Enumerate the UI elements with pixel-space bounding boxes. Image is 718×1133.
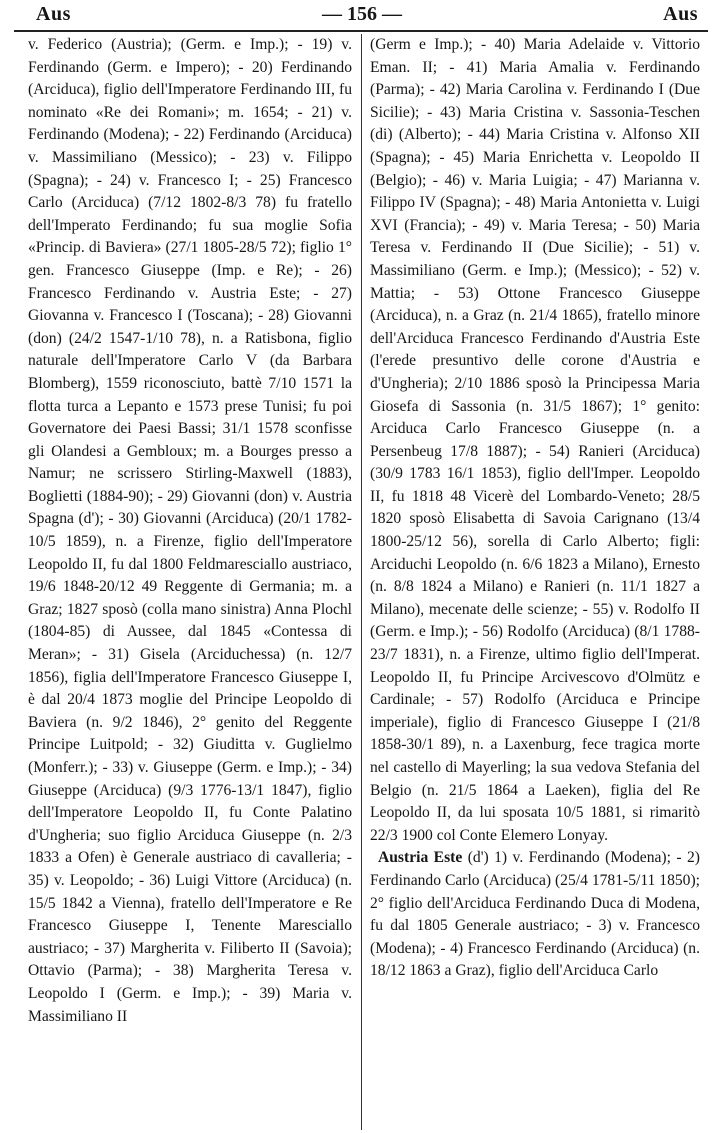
entry-text: (d') 1) v. Ferdinando (Modena); - 2) Ferdinando Carlo (Arciduca) (25/4 1781-5/11 1850); 2° figlio dell'Arciduca Ferdinando Duca di Modena, fu dal 1805 Generale austriaco; - 3) v. Francesco (Modena); - 4) Francesco Ferdinando (Arciduca) (n. 18/12 1863 a Graz), figlio dell'Arciduca Carlo <box>370 849 700 980</box>
header-guide-word-left: Aus <box>36 3 71 25</box>
left-column-text: v. Federico (Austria); (Germ. e Imp.); - 19) v. Ferdinando (Germ. e Impero); - 20) Ferdinando (Arciduca), figlio dell'Imperatore Ferdinando III, fu nominato «Re dei Romani»; m. 1654; - 21) v. Ferdinando (Modena); - 22) Ferdinando (Arciduca) v. Massimiliano (Messico); - 23) v. Filippo (Spagna); - 24) v. Francesco I; - 25) Francesco Carlo (Arciduca) (7/12 1802-8/3 78) fu fratello dell'Imperato Ferdinando; fu sua moglie Sofia «Princip. di Baviera» (27/1 1805-28/5 72); figlio 1° gen. Francesco Giuseppe (Imp. e Re); - 26) Francesco Ferdinando v. Austria Este; - 27) Giovanna v. Francesco I (Toscana); - 28) Giovanni (don) (24/2 1547-1/10 78), n. a Ratisbona, figlio naturale dell'Imperatore Carlo V (da Barbara Blomberg), 1559 riconosciuto, battè 7/10 1571 la flotta turca a Lepanto e 1573 prese Tunisi; fu poi Governatore dei Paesi Bassi; 31/1 1578 sconfisse gli Olandesi a Gembloux; m. a Bourges presso a Namur; ne scrissero Stirling-Maxwell (1883), Boglietti (1884-90); - 29) Giovanni (don) v. Austria Spagna (d'); - 30) Giovanni (Arciduca) (20/1 1782-10/5 1859), n. a Firenze, figlio dell'Imperatore Leopoldo II, fu dal 1800 Feldmaresciallo austriaco, 19/6 1848-20/12 49 Reggente di Germania; m. a Graz; 1827 sposò (colla mano sinistra) Anna Plochl (1804-85) di Aussee, dal 1845 «Contessa di Meran»; - 31) Gisela (Arciduchessa) (n. 12/7 1856), figlia dell'Imperatore Francesco Giuseppe I, è dal 20/4 1873 moglie del Principe Leopoldo di Baviera (n. 9/2 1846), 2° genito del Reggente Principe Luitpold; - 32) Giuditta v. Guglielmo (Monferr.); - 33) v. Giuseppe (Germ. e Imp.); - 34) Giuseppe (Arciduca) (9/3 1776-13/1 1847), figlio dell'Imperatore Leopoldo II, fu Conte Palatino d'Ungheria; suo figlio Arciduca Giuseppe (n. 2/3 1833 a Ofen) è Generale austriaco di cavalleria; - 35) v. Leopoldo; - 36) Luigi Vittore (Arciduca) (n. 15/5 1842 a Vienna), fratello dell'Imperatore e Re Francesco Giuseppe I, Tenente Maresciallo austriaco; - 37) Margherita v. Filiberto II (Savoia); Ottavio (Parma); - 38) Margherita Teresa v. Leopoldo I (Germ. e Imp.); - 39) Maria v. Massimiliano II <box>28 36 352 1025</box>
entry-heading: Austria Este <box>378 849 463 867</box>
column-divider <box>361 34 362 1130</box>
page-number: — 156 — <box>322 3 402 25</box>
page-header <box>14 0 710 28</box>
header-rule <box>14 30 708 32</box>
right-column-text: (Germ e Imp.); - 40) Maria Adelaide v. Vittorio Eman. II; - 41) Maria Amalia v. Ferdinando (Parma); - 42) Maria Carolina v. Ferdinando I (Due Sicilie); - 43) Maria Cristina v. Sassonia-Teschen (di) (Alberto); - 44) Maria Cristina v. Alfonso XII (Spagna); - 45) Maria Enrichetta v. Leopoldo II (Belgio); - 46) v. Maria Luigia; - 47) Marianna v. Filippo IV (Spagna); - 48) Maria Antonietta v. Luigi XVI (Francia); - 49) v. Maria Teresa; - 50) Maria Teresa v. Ferdinando II (Due Sicilie); - 51) v. Massimiliano (Germ. e Imp.); (Messico); - 52) v. Mattia; - 53) Ottone Francesco Giuseppe (Arciduca), n. a Graz (n. 21/4 1865), fratello minore dell'Arciduca Francesco Ferdinando d'Austria Este (l'erede presuntivo delle corone d'Austria e d'Ungheria); 2/10 1886 sposò la Principessa Maria Giosefa di Sassonia (n. 31/5 1867); 1° genito: Arciduca Carlo Francesco Giuseppe (n. a Persenbeug 17/8 1887); - 54) Ranieri (Arciduca) (30/9 1783 16/1 1853), figlio dell'Imper. Leopoldo II, fu 1818 48 Vicerè del Lombardo-Veneto; 28/5 1820 sposò Elisabetta di Savoia Carignano (13/4 1800-25/12 56), sorella di Carlo Alberto; figli: Arciduchi Leopoldo (n. 6/6 1823 a Milano), Ernesto (n. 8/8 1824 a Milano) e Ranieri (n. 11/1 1827 a Milano), mecenate delle scienze; - 55) v. Rodolfo II (Germ. e Imp.); - 56) Rodolfo (Arciduca) (8/1 1788-23/7 1831), n. a Firenze, ultimo figlio dell'Imperat. Leopoldo II, fu Principe Arcivescovo d'Olmütz e Cardinale; - 57) Rodolfo (Arciduca e Principe imperiale), figlio di Francesco Giuseppe I (21/8 1858-30/1 89), n. a Laxenburg, fece tragica morte nel castello di Mayerling; la sua vedova Stefania del Belgio (n. 21/5 1864 a Laeken), figlia del Re Leopoldo II, da lui sposata 10/5 1881, si rimaritò 22/3 1900 col Conte Elemero Lonyay. <box>370 36 700 844</box>
header-guide-word-right: Aus <box>663 3 698 25</box>
dictionary-entry <box>370 847 700 983</box>
left-column <box>28 34 352 1028</box>
right-column <box>370 34 700 983</box>
